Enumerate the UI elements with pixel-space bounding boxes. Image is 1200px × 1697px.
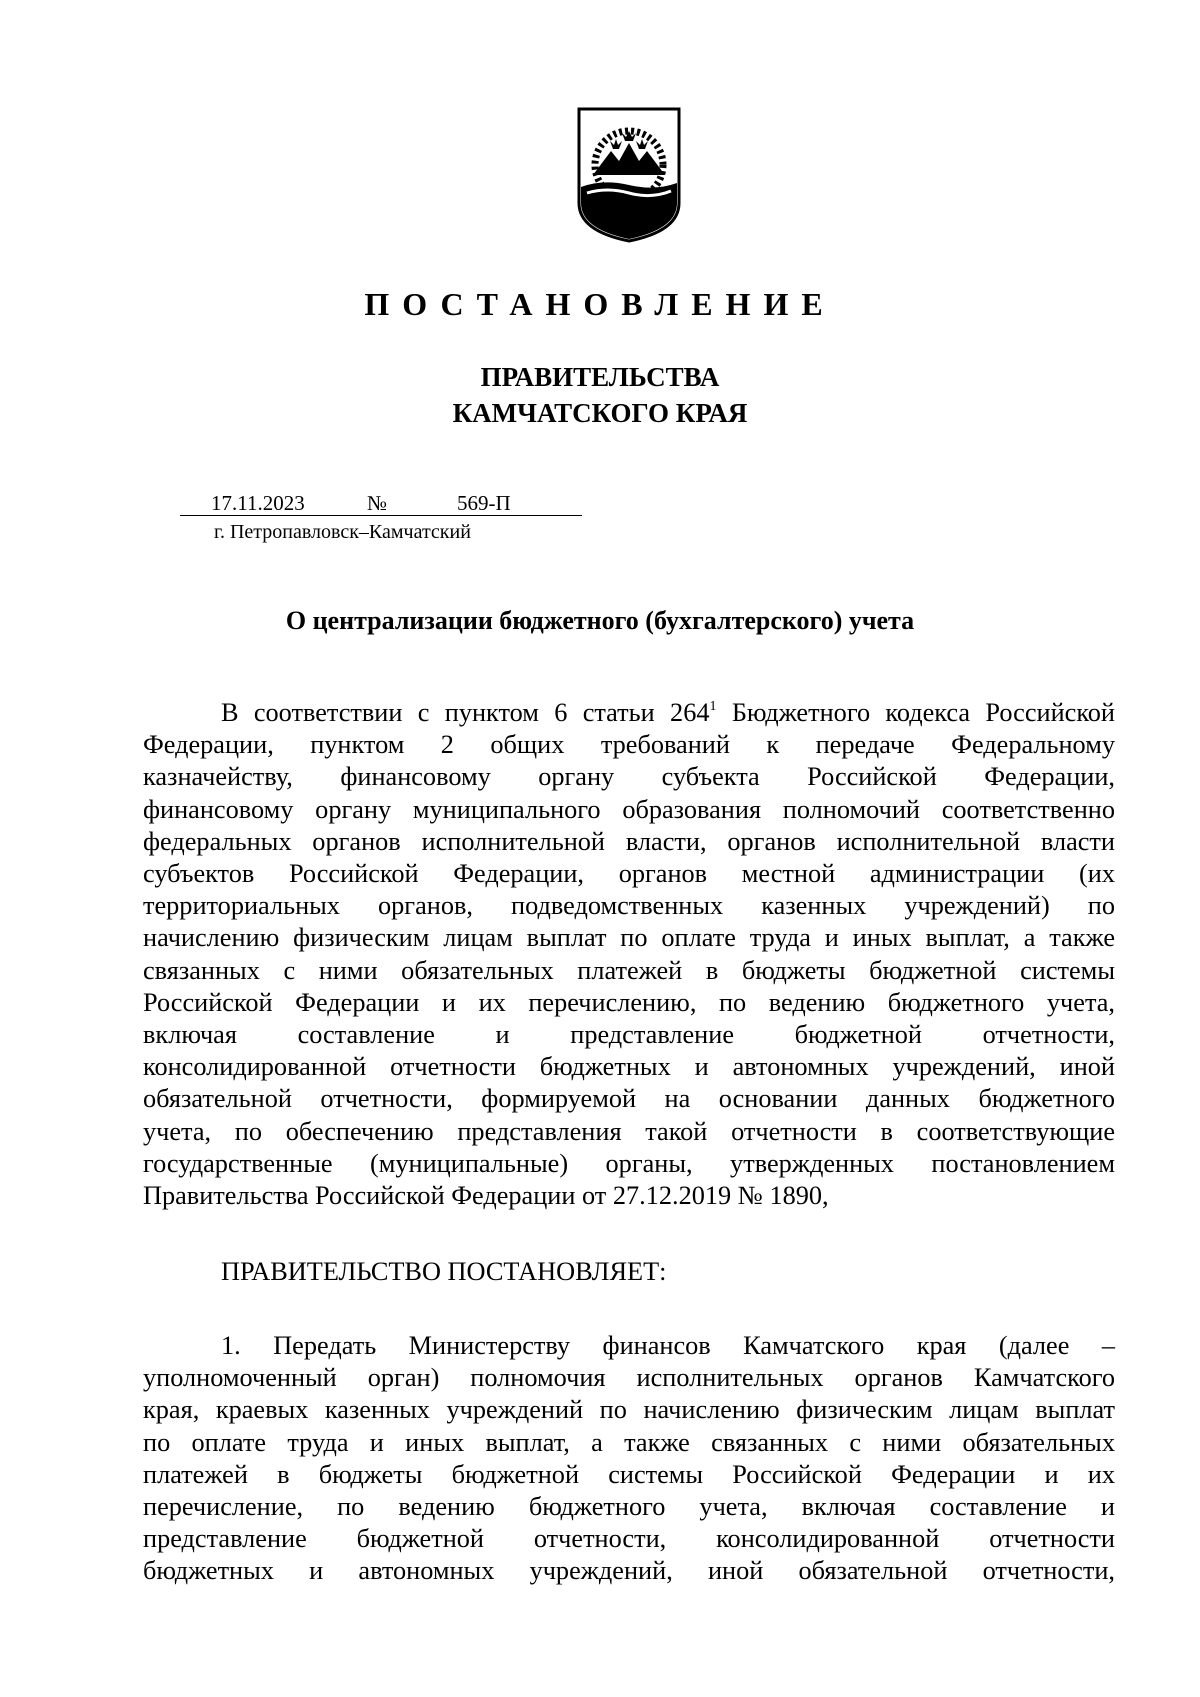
- item-line: края, краевых казенных учреждений по начислению физическим лицам выплат: [143, 1395, 1115, 1425]
- preamble-paragraph: [143, 697, 1115, 1212]
- document-type-heading: ПОСТАНОВЛЕНИЕ: [364, 286, 836, 322]
- preamble-line: субъектов Российской Федерации, органов местной администрации (их: [143, 859, 1115, 889]
- resolves-paragraph: [143, 1256, 1115, 1288]
- item-line: по оплате труда и иных выплат, а также связанных с ними обязательных: [143, 1427, 1115, 1457]
- preamble-line: учета, по обеспечению представления такой отчетности в соответствующие: [143, 1116, 1115, 1146]
- superscript: 1: [709, 699, 717, 714]
- preamble-line: государственные (муниципальные) органы, утвержденных постановлением: [143, 1148, 1115, 1178]
- item-line: бюджетных и автономных учреждений, иной обязательной отчетности,: [143, 1556, 1115, 1586]
- item-line: перечисление, по ведению бюджетного учета, включая составление и: [143, 1492, 1115, 1522]
- item-line: платежей в бюджеты бюджетной системы Российской Федерации и их: [143, 1459, 1115, 1489]
- document-date: 17.11.2023: [211, 491, 305, 515]
- document-number: 569-П: [457, 491, 511, 515]
- issuer-heading: [0, 359, 1200, 431]
- preamble-line: финансовому органу муниципального образования полномочий соответственно: [143, 794, 1115, 824]
- issuer-line-1: ПРАВИТЕЛЬСТВА: [480, 362, 720, 392]
- item-line: представление бюджетной отчетности, консолидированной отчетности: [143, 1524, 1115, 1554]
- preamble-line: Российской Федерации и их перечислению, по ведению бюджетного учета,: [143, 987, 1115, 1017]
- preamble-line: территориальных органов, подведомственных казенных учреждений) по: [143, 891, 1115, 921]
- item-1-paragraph: [143, 1330, 1115, 1588]
- preamble-line: связанных с ними обязательных платежей в бюджеты бюджетной системы: [143, 955, 1115, 985]
- preamble-line: включая составление и представление бюджетной отчетности,: [143, 1020, 1115, 1050]
- kamchatka-coat-of-arms-emblem: [573, 103, 685, 243]
- issuer-line-2: КАМЧАТСКОГО КРАЯ: [452, 398, 748, 428]
- resolves-line: ПРАВИТЕЛЬСТВО ПОСТАНОВЛЯЕТ:: [221, 1257, 667, 1286]
- preamble-line: обязательной отчетности, формируемой на основании данных бюджетного: [143, 1084, 1115, 1114]
- registration-underline: [180, 515, 582, 516]
- issue-city: г. Петропавловск–Камчатский: [214, 521, 471, 543]
- document-subject-title: О централизации бюджетного (бухгалтерского) учета: [285, 606, 915, 635]
- number-sign: №: [367, 491, 388, 515]
- preamble-line: Федерации, пунктом 2 общих требований к передаче Федеральному: [143, 730, 1115, 760]
- preamble-line: Правительства Российской Федерации от 27.12.2019 № 1890,: [143, 1181, 829, 1211]
- preamble-line: федеральных органов исполнительной власти, органов исполнительной власти: [143, 826, 1115, 856]
- preamble-line: В соответствии с пунктом 6 статьи $264^1$ Бюджетного кодекса Российской: [221, 698, 1115, 727]
- preamble-line: консолидированной отчетности бюджетных и автономных учреждений, иной: [143, 1052, 1115, 1082]
- preamble-line: начислению физическим лицам выплат по оплате труда и иных выплат, а также: [143, 923, 1115, 953]
- item-line: 1. Передать Министерству финансов Камчатского края (далее –: [221, 1331, 1115, 1360]
- preamble-line: казначейству, финансовому органу субъекта Российской Федерации,: [143, 762, 1115, 792]
- item-line: уполномоченный орган) полномочия исполнительных органов Камчатского: [143, 1363, 1115, 1393]
